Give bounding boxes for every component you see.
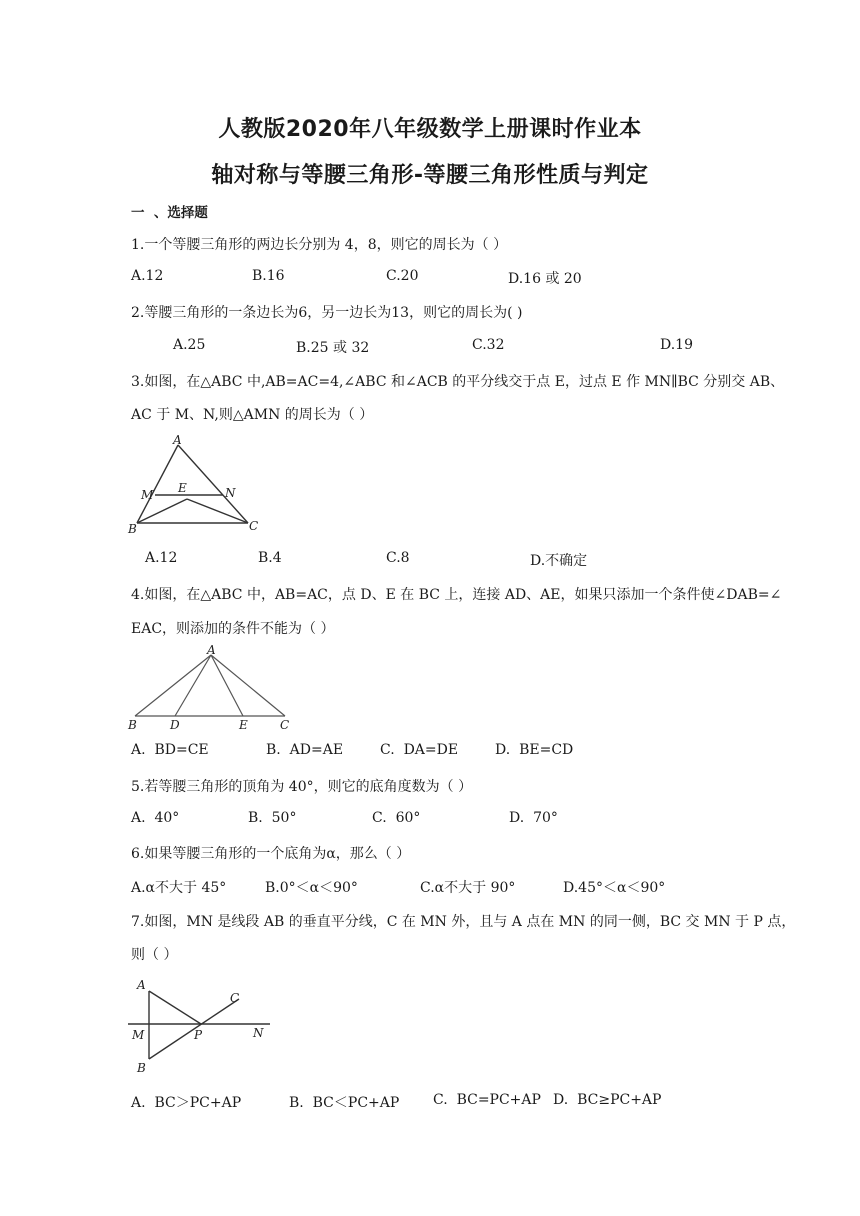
q7-bisector-figure bbox=[125, 975, 275, 1077]
q3-option-c: C.8 bbox=[386, 550, 410, 566]
q5-option-b: B. 50° bbox=[248, 810, 297, 826]
q5-option-a: A. 40° bbox=[131, 810, 180, 826]
question-2-text: 2.等腰三角形的一条边长为6，另一边长为13，则它的周长为( ) bbox=[131, 305, 523, 321]
q4-label-a: A bbox=[207, 643, 216, 657]
q3-triangle-figure bbox=[125, 433, 265, 535]
question-3-text-line-1: 3.如图，在△ABC 中,AB=AC=4,∠ABC 和∠ACB 的平分线交于点 E，过点 E 作 MN∥BC 分别交 AB、 bbox=[131, 374, 785, 390]
q4-option-c: C. DA=DE bbox=[380, 742, 459, 758]
question-4-text-line-2: EAC，则添加的条件不能为（ ） bbox=[131, 621, 335, 637]
question-6-text: 6.如果等腰三角形的一个底角为α，那么（ ） bbox=[131, 846, 411, 862]
q7-option-b: B. BC＜PC+AP bbox=[289, 1095, 400, 1111]
q4-label-d: D bbox=[170, 718, 180, 732]
q3-label-m: M bbox=[141, 488, 154, 502]
q2-option-d: D.19 bbox=[660, 337, 693, 353]
q1-option-d: D.16 或 20 bbox=[508, 271, 582, 287]
q4-option-d: D. BE=CD bbox=[495, 742, 574, 758]
q7-option-a: A. BC＞PC+AP bbox=[131, 1095, 242, 1111]
q5-option-d: D. 70° bbox=[509, 810, 558, 826]
document-subtitle: 轴对称与等腰三角形-等腰三角形性质与判定 bbox=[211, 163, 649, 188]
q4-triangle-figure bbox=[125, 644, 295, 732]
q6-option-b: B.0°＜α＜90° bbox=[265, 880, 358, 896]
q3-label-b: B bbox=[128, 522, 137, 536]
q1-option-a: A.12 bbox=[131, 268, 164, 284]
q2-option-c: C.32 bbox=[472, 337, 505, 353]
q4-label-b: B bbox=[128, 718, 137, 732]
q4-option-b: B. AD=AE bbox=[266, 742, 344, 758]
q7-label-n: N bbox=[253, 1026, 264, 1040]
question-7-text-line-1: 7.如图，MN 是线段 AB 的垂直平分线，C 在 MN 外，且与 A 点在 MN 的同一侧，BC 交 MN 于 P 点， bbox=[131, 914, 796, 930]
q2-option-a: A.25 bbox=[173, 337, 206, 353]
q1-option-b: B.16 bbox=[252, 268, 285, 284]
question-3-text-line-2: AC 于 M、N,则△AMN 的周长为（ ） bbox=[131, 407, 374, 423]
q4-option-a: A. BD=CE bbox=[131, 742, 209, 758]
q5-option-c: C. 60° bbox=[372, 810, 421, 826]
q1-option-c: C.20 bbox=[386, 268, 419, 284]
section-heading: 一 、选择题 bbox=[131, 205, 208, 221]
q3-option-b: B.4 bbox=[258, 550, 282, 566]
q7-label-p: P bbox=[194, 1028, 203, 1042]
q4-label-c: C bbox=[280, 718, 290, 732]
q3-option-d: D.不确定 bbox=[530, 553, 588, 569]
q6-option-c: C.α不大于 90° bbox=[420, 880, 516, 896]
q3-label-c: C bbox=[249, 519, 259, 533]
q3-label-e: E bbox=[178, 481, 187, 495]
question-5-text: 5.若等腰三角形的顶角为 40°，则它的底角度数为（ ） bbox=[131, 779, 473, 795]
document-title: 人教版2020年八年级数学上册课时作业本 bbox=[218, 117, 642, 142]
q4-label-e: E bbox=[239, 718, 248, 732]
q7-label-a: A bbox=[137, 978, 146, 992]
q7-label-c: C bbox=[230, 991, 240, 1005]
q6-option-d: D.45°＜α＜90° bbox=[563, 880, 666, 896]
q6-option-a: A.α不大于 45° bbox=[131, 880, 227, 896]
q3-label-n: N bbox=[225, 486, 236, 500]
q7-label-m: M bbox=[132, 1028, 145, 1042]
q3-label-a: A bbox=[173, 433, 182, 447]
question-1-text: 1.一个等腰三角形的两边长分别为 4，8，则它的周长为（ ） bbox=[131, 237, 508, 253]
question-7-text-line-2: 则（ ） bbox=[131, 947, 178, 963]
q7-label-b: B bbox=[137, 1061, 146, 1075]
q7-option-c: C. BC=PC+AP bbox=[433, 1092, 541, 1108]
q7-option-d: D. BC≥PC+AP bbox=[553, 1092, 662, 1108]
question-4-text-line-1: 4.如图，在△ABC 中，AB=AC，点 D、E 在 BC 上，连接 AD、AE，如果只添加一个条件使∠DAB=∠ bbox=[131, 587, 782, 603]
q2-option-b: B.25 或 32 bbox=[296, 340, 370, 356]
q3-option-a: A.12 bbox=[145, 550, 178, 566]
